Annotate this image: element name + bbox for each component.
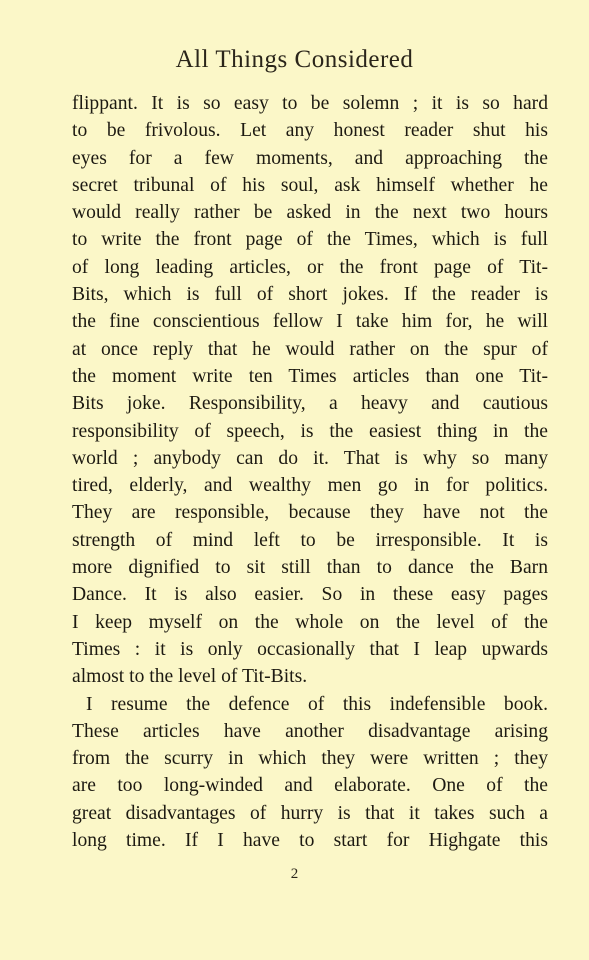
text-line: I keep myself on the whole on the level of the [72,611,548,633]
running-head: All Things Considered [175,46,414,73]
body-text [72,90,548,854]
text-line: secret tribunal of his soul, ask himself whether he [72,174,548,196]
text-line: from the scurry in which they were written ; they [72,748,548,770]
text-line: of long leading articles, or the front page of Tit- [72,256,548,278]
text-line: Dance. It is also easier. So in these easy pages [72,584,548,606]
text-line: flippant. It is so easy to be solemn ; it is so hard [72,93,548,114]
text-line: the fine conscientious fellow I take him for, he will [72,311,548,333]
text-line: great disadvantages of hurry is that it takes such a [72,802,548,824]
page-number: 2 [290,866,299,882]
text-line: more dignified to sit still than to dance the Barn [72,557,548,579]
text-line: strength of mind left to be irresponsible. It is [72,529,548,551]
paragraph-start-line: I resume the defence of this indefensible book. [86,693,548,715]
text-line: responsibility of speech, is the easiest thing in the [72,420,548,442]
text-line: These articles have another disadvantage arising [72,720,548,742]
text-line: are too long-winded and elaborate. One of the [72,775,548,797]
text-line: at once reply that he would rather on the spur of [72,338,548,360]
text-line: Bits, which is full of short jokes. If the reader is [72,284,548,306]
text-line: long time. If I have to start for Highgate this [72,830,548,852]
paragraph-end-line: almost to the level of Tit-Bits. [72,666,308,688]
text-line: the moment write ten Times articles than one Tit- [72,365,548,387]
text-line: to write the front page of the Times, which is full [72,229,548,251]
text-line: would really rather be asked in the next two hours [72,202,548,224]
text-line: world ; anybody can do it. That is why so many [72,447,548,469]
text-line: Bits joke. Responsibility, a heavy and cautious [72,393,548,415]
text-line: Times : it is only occasionally that I leap upwards [72,638,548,660]
text-line: eyes for a few moments, and approaching the [72,147,548,169]
text-line: to be frivolous. Let any honest reader shut his [72,120,548,142]
text-line: tired, elderly, and wealthy men go in for politics. [72,475,548,497]
text-line: They are responsible, because they have not the [72,502,548,524]
